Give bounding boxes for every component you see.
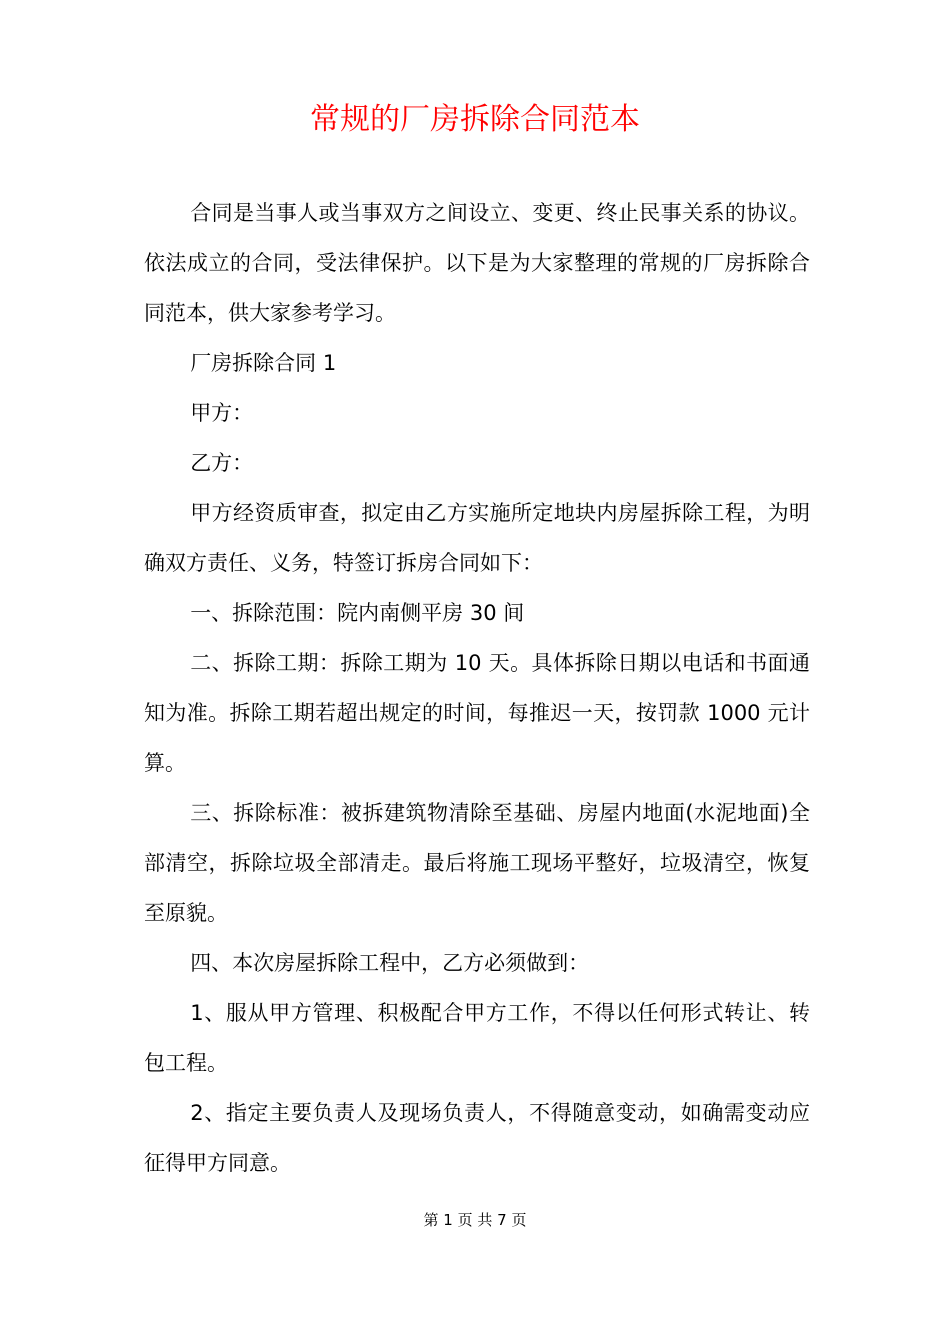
paragraph-clause-1: 一、拆除范围：院内南侧平房 30 间 <box>190 601 525 625</box>
paragraph-party-a: 甲方： <box>190 401 254 425</box>
paragraph-item-2: 2、指定主要负责人及现场负责人，不得随意变动，如确需变动应征得甲方同意。 <box>144 1101 810 1175</box>
paragraph-item-1: 1、服从甲方管理、积极配合甲方工作，不得以任何形式转让、转包工程。 <box>144 1001 810 1075</box>
paragraph-clause-2: 二、拆除工期：拆除工期为 10 天。具体拆除日期以电话和书面通知为准。拆除工期若超出规定的时间，每推迟一天，按罚款 1000 元计算。 <box>144 651 810 775</box>
page-footer: 第 1 页 共 7 页 <box>423 1211 527 1229</box>
paragraph-party-b: 乙方： <box>190 451 254 475</box>
paragraph-preamble: 甲方经资质审查，拟定由乙方实施所定地块内房屋拆除工程，为明确双方责任、义务，特签订拆房合同如下： <box>144 501 810 575</box>
document-body <box>144 188 810 1188</box>
paragraph-intro: 合同是当事人或当事双方之间设立、变更、终止民事关系的协议。依法成立的合同，受法律保护。以下是为大家整理的常规的厂房拆除合同范本，供大家参考学习。 <box>144 201 810 325</box>
document-title: 常规的厂房拆除合同范本 <box>310 102 640 137</box>
paragraph-clause-4: 四、本次房屋拆除工程中，乙方必须做到： <box>190 951 590 975</box>
paragraph-clause-3: 三、拆除标准：被拆建筑物清除至基础、房屋内地面(水泥地面)全部清空，拆除垃圾全部清走。最后将施工现场平整好，垃圾清空，恢复至原貌。 <box>144 801 810 925</box>
paragraph-contract-heading: 厂房拆除合同 1 <box>190 351 337 375</box>
